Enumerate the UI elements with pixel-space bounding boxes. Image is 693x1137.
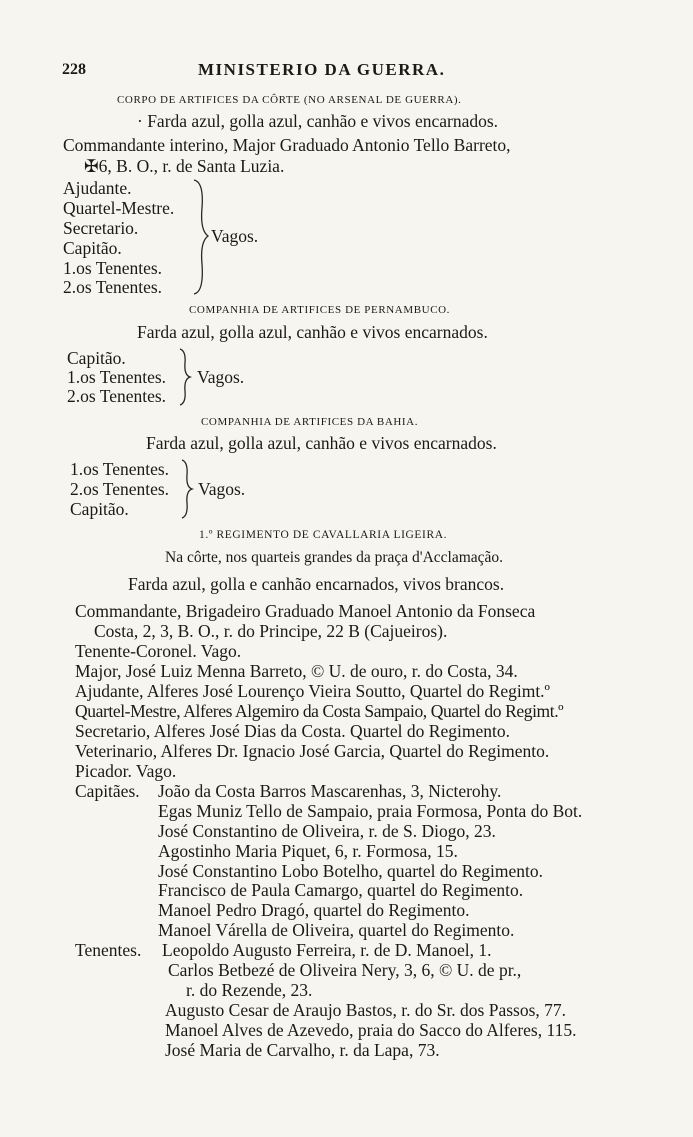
lieutenant-entry: Augusto Cesar de Araujo Bastos, r. do Sr. dos Passos, 77.: [165, 1000, 567, 1020]
order-cross-icon: ✠: [84, 156, 99, 176]
captain-entry: Francisco de Paula Camargo, quartel do Regimento.: [158, 880, 524, 900]
captain-entry: Manoel Pedro Dragó, quartel do Regimento.: [158, 900, 470, 920]
bahia-post: 1.os Tenentes.: [70, 459, 170, 479]
captain-entry: Agostinho Maria Piquet, 6, r. Formosa, 15.: [158, 841, 458, 861]
lieutenant-entry: r. do Rezende, 23.: [186, 980, 313, 1000]
regimento-line: Commandante, Brigadeiro Graduado Manoel Antonio da Fonseca: [75, 601, 536, 621]
vacant-label: Vagos.: [211, 226, 259, 246]
regimento-line: Secretario, Alferes José Dias da Costa. Quartel do Regimento.: [75, 721, 510, 741]
page-number: 228: [62, 61, 86, 78]
corpo-post: Secretario.: [63, 218, 139, 238]
corpo-uniform: · Farda azul, golla azul, canhão e vivos encarnados.: [137, 111, 499, 131]
vacant-label: Vagos.: [198, 479, 246, 499]
pernambuco-post: Capitão.: [67, 348, 126, 368]
bahia-post: 2.os Tenentes.: [70, 479, 170, 499]
regimento-line: Quartel-Mestre, Alferes Algemiro da Costa Sampaio, Quartel do Regimt.º: [75, 701, 564, 721]
captains-label: Capitães.: [75, 781, 140, 801]
brace: [175, 347, 193, 407]
corpo-commander: Commandante interino, Major Graduado Antonio Tello Barreto,: [63, 135, 511, 155]
section-title-pernambuco: COMPANHIA DE ARTIFICES DE PERNAMBUCO.: [189, 304, 451, 316]
lieutenant-entry: Manoel Alves de Azevedo, praia do Sacco do Alferes, 115.: [165, 1020, 577, 1040]
bahia-uniform: Farda azul, golla azul, canhão e vivos encarnados.: [146, 433, 497, 453]
lieutenant-entry: Carlos Betbezé de Oliveira Nery, 3, 6, © U. de pr.,: [168, 960, 522, 980]
regimento-line: Ajudante, Alferes José Lourenço Vieira Soutto, Quartel do Regimt.º: [75, 681, 550, 701]
captain-entry: Egas Muniz Tello de Sampaio, praia Formosa, Ponta do Bot.: [158, 801, 583, 821]
pernambuco-uniform: Farda azul, golla azul, canhão e vivos encarnados.: [137, 322, 488, 342]
regimento-line: Major, José Luiz Menna Barreto, © U. de ouro, r. do Costa, 34.: [75, 661, 518, 681]
brace: [190, 178, 212, 296]
corpo-post: 2.os Tenentes.: [63, 277, 163, 297]
vacant-label: Vagos.: [197, 367, 245, 387]
regimento-location: Na côrte, nos quarteis grandes da praça d'Acclamação.: [165, 549, 504, 566]
page-title: MINISTERIO DA GUERRA.: [198, 60, 446, 79]
section-title-bahia: COMPANHIA DE ARTIFICES DA BAHIA.: [201, 416, 419, 428]
bahia-post: Capitão.: [70, 499, 129, 519]
regimento-line: Picador. Vago.: [75, 761, 177, 781]
captain-entry: José Constantino Lobo Botelho, quartel do Regimento.: [158, 861, 543, 881]
regimento-uniform: Farda azul, golla e canhão encarnados, vivos brancos.: [128, 574, 505, 594]
corpo-commander-cont: ✠6, B. O., r. de Santa Luzia.: [84, 156, 285, 176]
captain-entry: José Constantino de Oliveira, r. de S. Diogo, 23.: [158, 821, 496, 841]
captain-entry: Manoel Várella de Oliveira, quartel do Regimento.: [158, 920, 515, 940]
section-title-corpo: CORPO DE ARTIFICES DA CÔRTE (NO ARSENAL DE GUERRA).: [117, 94, 462, 106]
corpo-post: Quartel-Mestre.: [63, 198, 175, 218]
captain-entry: João da Costa Barros Mascarenhas, 3, Nicterohy.: [158, 781, 502, 801]
corpo-post: Capitão.: [63, 238, 122, 258]
corpo-post: Ajudante.: [63, 178, 132, 198]
brace: [177, 458, 195, 520]
section-title-regimento: 1.º REGIMENTO DE CAVALLARIA LIGEIRA.: [199, 529, 448, 541]
pernambuco-post: 1.os Tenentes.: [67, 367, 167, 387]
regimento-line: Costa, 2, 3, B. O., r. do Principe, 22 B (Cajueiros).: [94, 621, 448, 641]
pernambuco-post: 2.os Tenentes.: [67, 386, 167, 406]
lieutenant-entry: Leopoldo Augusto Ferreira, r. de D. Manoel, 1.: [162, 940, 492, 960]
regimento-line: Veterinario, Alferes Dr. Ignacio José Garcia, Quartel do Regimento.: [75, 741, 550, 761]
regimento-line: Tenente-Coronel. Vago.: [75, 641, 242, 661]
lieutenants-label: Tenentes.: [75, 940, 142, 960]
lieutenant-entry: José Maria de Carvalho, r. da Lapa, 73.: [165, 1040, 440, 1060]
corpo-post: 1.os Tenentes.: [63, 258, 163, 278]
